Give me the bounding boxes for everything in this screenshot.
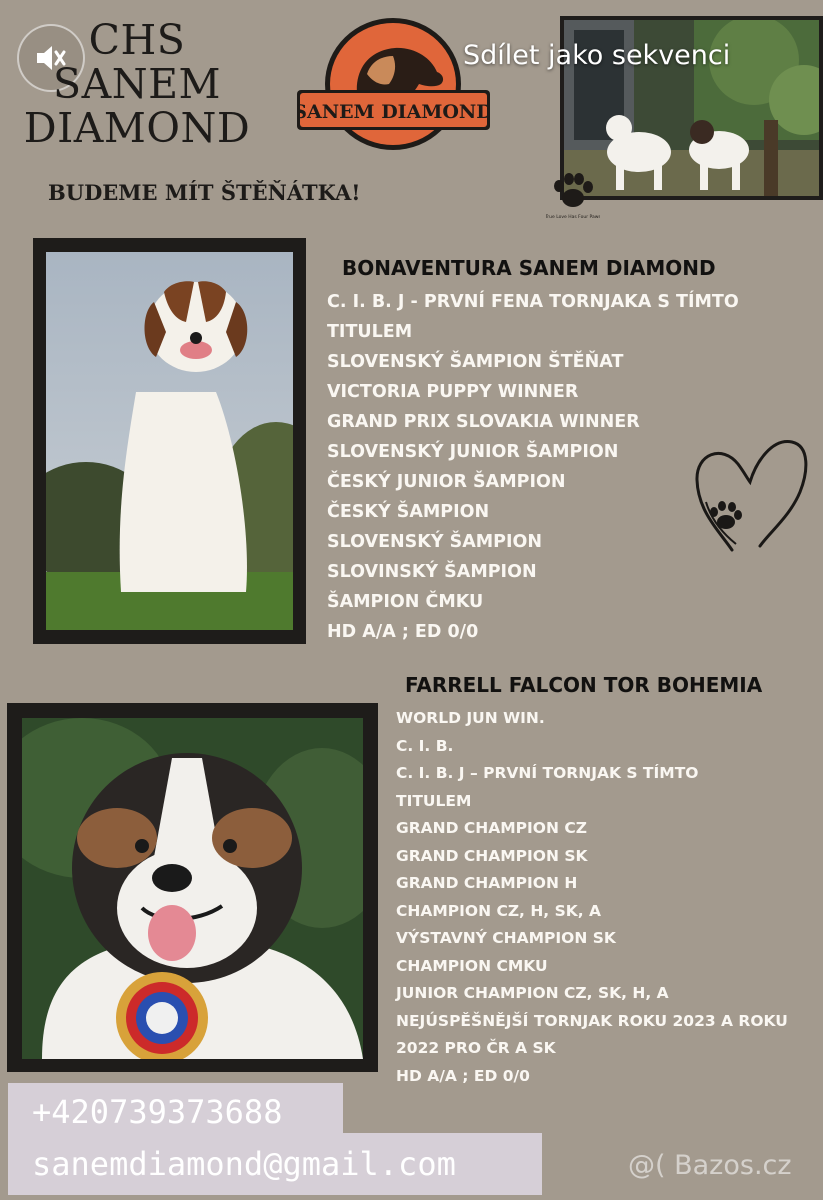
dog2-title-item: JUNIOR CHAMPION CZ, SK, H, A — [396, 984, 669, 1002]
dog2-title-item: CHAMPION CMKU — [396, 956, 548, 975]
dog1-photo — [46, 252, 293, 630]
logo-text: SANEM DIAMOND — [297, 101, 490, 123]
dog2-titles-list — [396, 705, 816, 1090]
dog2-name: FARRELL FALCON TOR BOHEMIA — [405, 673, 763, 697]
dog1-title-item: VICTORIA PUPPY WINNER — [327, 382, 579, 402]
bazos-watermark: @( Bazos.cz — [628, 1150, 792, 1181]
dog1-title-item: SLOVINSKÝ ŠAMPION — [327, 562, 537, 582]
kennel-title-line: CHS — [88, 16, 186, 64]
sanem-diamond-logo — [297, 14, 490, 154]
dog1-title-item: ČESKÝ ŠAMPION — [327, 502, 490, 522]
dog2-title-item: CHAMPION CZ, H, SK, A — [396, 901, 602, 920]
dog2-photo-frame — [7, 703, 378, 1072]
paw-badge-text: True Love Has Four Paws — [546, 215, 600, 220]
dog1-name: BONAVENTURA SANEM DIAMOND — [342, 256, 716, 280]
dog1-title-item: ŠAMPION ČMKU — [327, 592, 484, 612]
dog1-photo-frame — [33, 238, 306, 644]
announcement-heading: BUDEME MÍT ŠTĚŇÁTKA! — [48, 180, 361, 205]
email-contact[interactable]: sanemdiamond@gmail.com — [8, 1133, 542, 1195]
dog2-title-item: NEJÚSPĚŠNĚJŠÍ TORNJAK ROKU 2023 A ROKU 2022 PRO ČR A SK — [396, 1011, 788, 1057]
dog2-photo — [22, 718, 363, 1059]
share-as-sequence-button[interactable]: Sdílet jako sekvenci — [463, 40, 731, 71]
dog1-title-item: SLOVENSKÝ ŠAMPION ŠTĚŇAT — [327, 352, 624, 372]
dog2-title-item: VÝSTAVNÝ CHAMPION SK — [396, 929, 616, 947]
dog2-title-item: GRAND CHAMPION H — [396, 874, 578, 892]
dog1-title-item: HD A/A ; ED 0/0 — [327, 622, 479, 642]
dog2-title-item: HD A/A ; ED 0/0 — [396, 1066, 530, 1085]
phone-contact[interactable]: +420739373688 — [8, 1083, 343, 1141]
dog1-title-item: GRAND PRIX SLOVAKIA WINNER — [327, 412, 640, 432]
kennel-title-line: SANEM — [53, 60, 221, 108]
dog2-title-item: C. I. B. — [396, 736, 454, 755]
dog2-title-item: C. I. B. J – PRVNÍ TORNJAK S TÍMTO TITULEM — [396, 764, 699, 810]
kennel-title-line: DIAMOND — [23, 104, 251, 152]
heart-paw-icon — [692, 432, 808, 554]
dog1-title-item: SLOVENSKÝ JUNIOR ŠAMPION — [327, 442, 619, 462]
dog2-title-item: GRAND CHAMPION CZ — [396, 819, 587, 837]
dog2-title-item: GRAND CHAMPION SK — [396, 846, 588, 865]
kennel-title — [22, 18, 252, 150]
dog1-title-item: ČESKÝ JUNIOR ŠAMPION — [327, 472, 566, 492]
dog1-title-item: C. I. B. J - PRVNÍ FENA TORNJAKA S TÍMTO TITULEM — [327, 292, 739, 342]
dog1-title-item: SLOVENSKÝ ŠAMPION — [327, 532, 543, 552]
paw-print-icon — [546, 170, 600, 224]
dog2-title-item: WORLD JUN WIN. — [396, 709, 545, 727]
